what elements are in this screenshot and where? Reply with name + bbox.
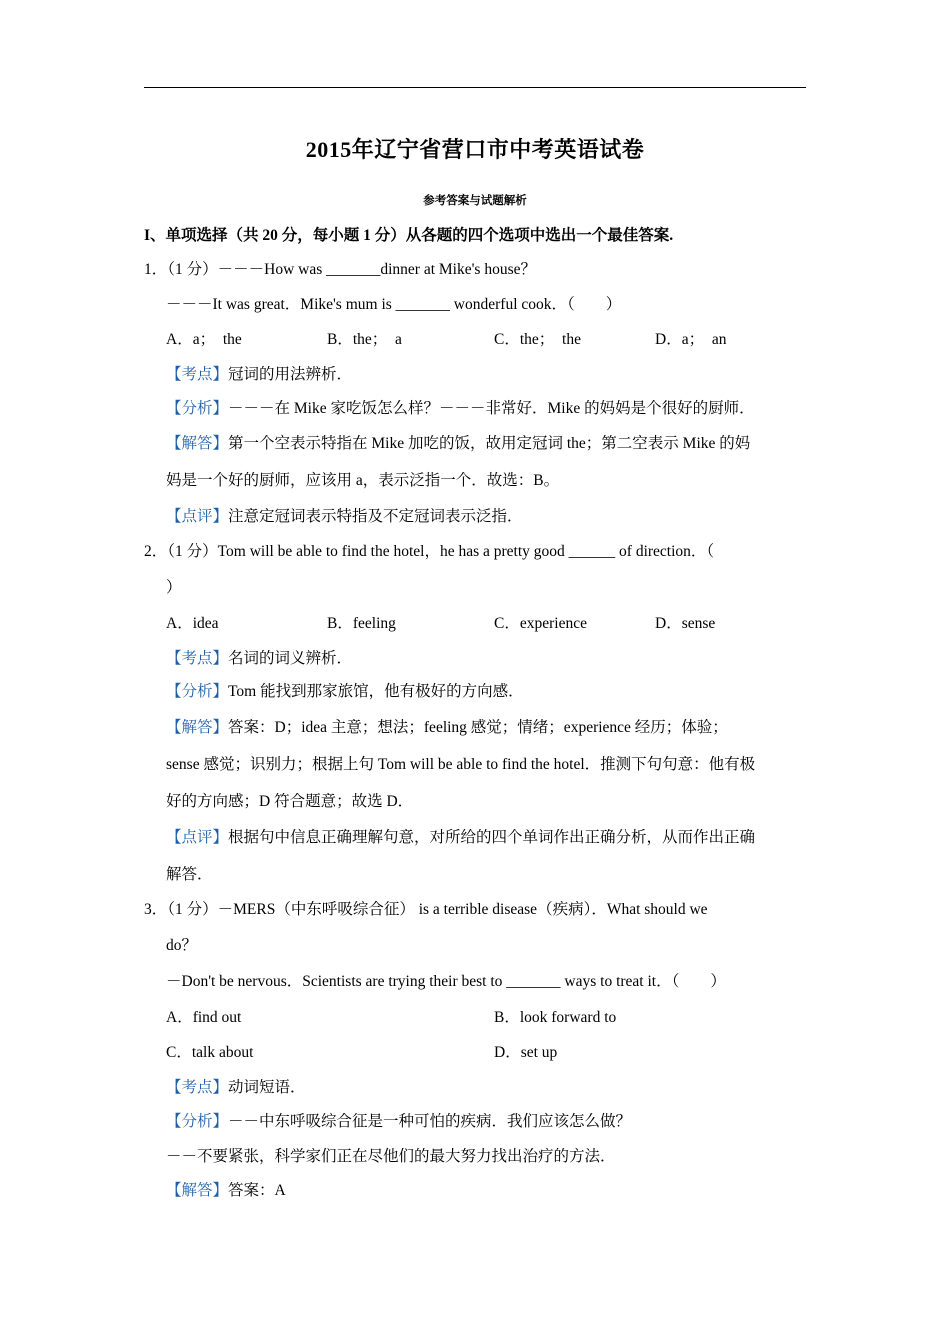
q1-jieda (166, 434, 750, 454)
q2-jieda-line3: 好的方向感；D 符合题意；故选 D． (166, 793, 414, 810)
q2-dianping-text1: 根据句中信息正确理解句意，对所给的四个单词作出正确分析，从而作出正确 (228, 829, 756, 846)
fenxi-tag: 【分析】 (166, 1113, 229, 1130)
jieda-tag: 【解答】 (166, 719, 229, 736)
q3-option-c: C．talk about (166, 1044, 254, 1061)
q3-fenxi-line2: －－不要紧张，科学家们正在尽他们的最大努力找出治疗的方法． (166, 1148, 616, 1165)
q2-stem-line2: ） (166, 579, 182, 596)
q2-option-b: B．feeling (327, 615, 396, 632)
q2-option-d: D．sense (655, 615, 716, 632)
jieda-tag: 【解答】 (166, 1182, 229, 1199)
q1-stem-line1: 1．（1 分）－－－How was _______dinner at Mike's house？ (144, 261, 536, 278)
q2-dianping (166, 828, 755, 848)
fenxi-tag: 【分析】 (166, 400, 229, 417)
q3-stem-line1: 3．（1 分）－MERS（中东呼吸综合征） is a terrible disease（疾病）．What should we (144, 901, 708, 918)
q1-fenxi-text: －－－在 Mike 家吃饭怎么样？－－－非常好．Mike 的妈妈是个很好的厨师． (228, 400, 755, 417)
q2-fenxi-text: Tom 能找到那家旅馆，他有极好的方向感． (228, 683, 524, 700)
q1-jieda-line2: 妈是一个好的厨师，应该用 a，表示泛指一个．故选：B。 (166, 472, 560, 489)
fenxi-tag: 【分析】 (166, 683, 229, 700)
q2-option-a: A．idea (166, 615, 219, 632)
q2-kaodian-text: 名词的词义辨析． (228, 650, 353, 667)
q3-kaodian (166, 1078, 306, 1098)
q1-dianping (166, 507, 523, 527)
q3-stem-line3: －Don't be nervous．Scientists are trying their best to _______ ways to treat it．（ ） (166, 973, 726, 990)
q2-jieda-line2: sense 感觉；识别力；根据上句 Tom will be able to find the hotel．推测下句句意：他有极 (166, 756, 756, 773)
q1-option-c: C．the； the (494, 331, 581, 348)
q1-fenxi (166, 399, 755, 419)
q1-kaodian (166, 365, 352, 385)
kaodian-tag: 【考点】 (166, 1079, 229, 1096)
jieda-tag: 【解答】 (166, 435, 229, 452)
q3-option-a: A．find out (166, 1009, 242, 1026)
q3-jieda-text: 答案：A (228, 1182, 286, 1199)
q3-option-d: D．set up (494, 1044, 558, 1061)
q1-option-d: D．a； an (655, 331, 727, 348)
q2-kaodian (166, 649, 352, 669)
q3-jieda (166, 1181, 286, 1201)
q1-option-a: A．a； the (166, 331, 242, 348)
q2-dianping-line2: 解答． (166, 866, 213, 883)
q2-option-c: C．experience (494, 615, 587, 632)
q2-jieda-text1: 答案：D；idea 主意；想法；feeling 感觉；情绪；experience 经历；体验； (228, 719, 728, 736)
q1-stem-line2: －－－It was great．Mike's mum is _______ wonderful cook．（ ） (166, 296, 622, 313)
q2-stem-line1: 2．（1 分）Tom will be able to find the hotel，he has a pretty good ______ of direction．（ (144, 543, 715, 560)
q3-fenxi (166, 1112, 631, 1132)
q1-jieda-text1: 第一个空表示特指在 Mike 加吃的饭，故用定冠词 the；第二空表示 Mike 的妈 (228, 435, 751, 452)
page-subtitle: 参考答案与试题解析 (423, 195, 527, 207)
page-title: 2015年辽宁省营口市中考英语试卷 (305, 137, 645, 162)
q3-fenxi-text1: －－中东呼吸综合征是一种可怕的疾病．我们应该怎么做？ (228, 1113, 632, 1130)
q2-jieda (166, 718, 728, 738)
q2-fenxi (166, 682, 524, 702)
dianping-tag: 【点评】 (166, 829, 229, 846)
q1-kaodian-text: 冠词的用法辨析． (228, 366, 353, 383)
section-heading: I、单项选择（共 20 分，每小题 1 分）从各题的四个选项中选出一个最佳答案. (144, 227, 674, 244)
q1-option-b: B．the； a (327, 331, 402, 348)
q1-dianping-text: 注意定冠词表示特指及不定冠词表示泛指． (228, 508, 523, 525)
kaodian-tag: 【考点】 (166, 366, 229, 383)
dianping-tag: 【点评】 (166, 508, 229, 525)
header-rule (144, 87, 806, 88)
q3-option-b: B．look forward to (494, 1009, 617, 1026)
kaodian-tag: 【考点】 (166, 650, 229, 667)
q3-stem-line2: do？ (166, 937, 198, 954)
q3-kaodian-text: 动词短语． (228, 1079, 306, 1096)
